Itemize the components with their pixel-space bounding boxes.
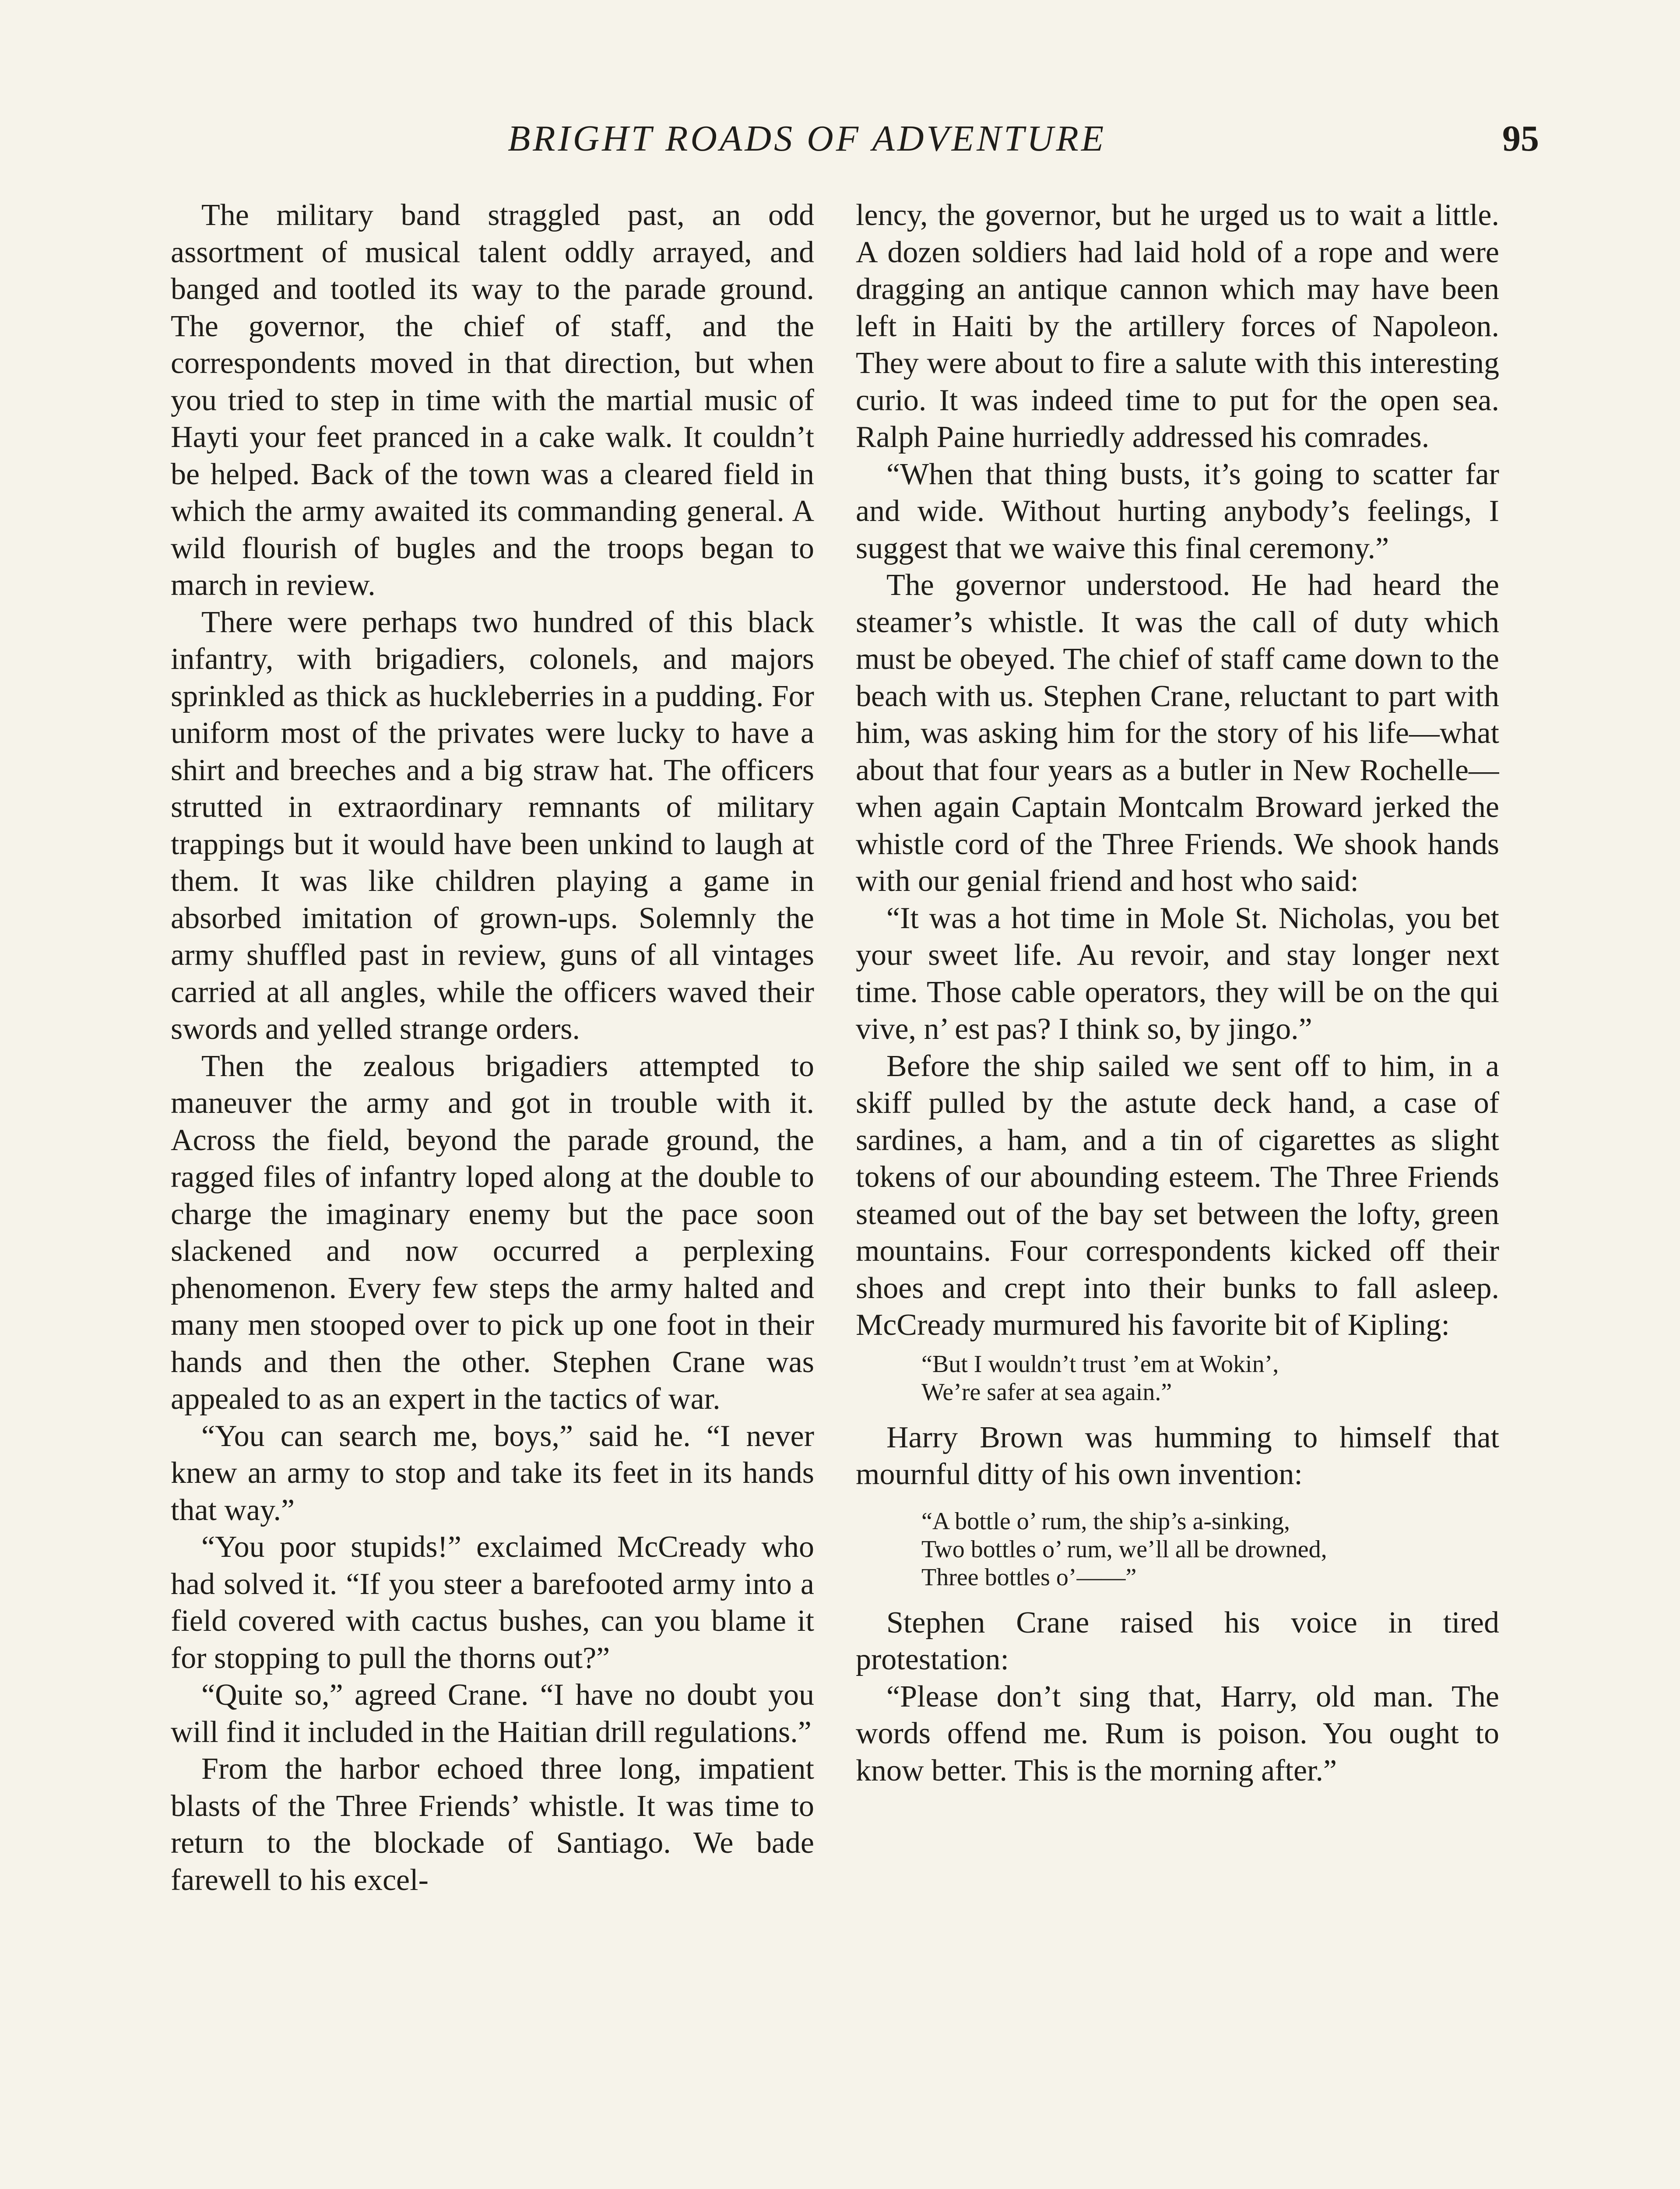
verse-line: “A bottle o’ rum, the ship’s a-sinking, xyxy=(921,1507,1290,1535)
kipling-verse xyxy=(921,1350,1499,1406)
paragraph: Harry Brown was humming to himself that mournful ditty of his own invention: xyxy=(856,1420,1499,1491)
page-number: 95 xyxy=(1502,118,1539,159)
paragraph: “You can search me, boys,” said he. “I never knew an army to stop and take its feet in its hands that way.” xyxy=(171,1419,814,1527)
paragraph: Then the zealous brigadiers attempted to maneuver the army and got in trouble with it. Across the field, beyond the parade ground, the ragged files of infantry loped along at the double to charge the imaginary enemy but the pace soon slackened and now occurred a perplexing phenomenon. Every few steps the army halted and many men stooped over to pick up one foot in their hands and then the other. Stephen Crane was appealed to as an expert in the tactics of war. xyxy=(171,1049,814,1416)
page-header xyxy=(0,115,1680,163)
paragraph: “Please don’t sing that, Harry, old man. The words offend me. Rum is poison. You ought to know better. This is the morning after.” xyxy=(856,1679,1499,1788)
paragraph: “Quite so,” agreed Crane. “I have no doubt you will find it included in the Haitian drill regulations.” xyxy=(171,1678,814,1749)
paragraph: The governor understood. He had heard the steamer’s whistle. It was the call of duty which must be obeyed. The chief of staff came down to the beach with us. Stephen Crane, reluctant to part with him, was asking him for the story of his life—what about that four years as a butler in New Rochelle—when again Captain Montcalm Broward jerked the whistle cord of the Three Friends. We shook hands with our genial friend and host who said: xyxy=(856,568,1499,898)
verse-line: Three bottles o’——” xyxy=(921,1563,1137,1591)
paragraph: “When that thing busts, it’s going to scatter far and wide. Without hurting anybody’s feelings, I suggest that we waive this final ceremony.” xyxy=(856,457,1499,565)
paragraph: Stephen Crane raised his voice in tired protestation: xyxy=(856,1605,1499,1676)
paragraph: “It was a hot time in Mole St. Nicholas, you bet your sweet life. Au revoir, and stay longer next time. Those cable operators, they will be on the qui vive, n’ est pas? I think so, by jingo.” xyxy=(856,901,1499,1046)
paragraph: lency, the governor, but he urged us to wait a little. A dozen soldiers had laid hold of a rope and were dragging an antique cannon which may have been left in Haiti by the artillery forces of Napoleon. They were about to fire a salute with this interesting curio. It was indeed time to put for the open sea. Ralph Paine hurriedly addressed his comrades. xyxy=(856,198,1499,454)
left-column xyxy=(171,197,814,2163)
verse-line: Two bottles o’ rum, we’ll all be drowned, xyxy=(921,1535,1327,1563)
paragraph: Before the ship sailed we sent off to him, in a skiff pulled by the astute deck hand, a case of sardines, a ham, and a tin of cigarettes as slight tokens of our abounding esteem. The Three Friends steamed out of the bay set between the lofty, green mountains. Four correspondents kicked off their shoes and crept into their bunks to fall asleep. McCready murmured his favorite bit of Kipling: xyxy=(856,1049,1499,1342)
verse-line: We’re safer at sea again.” xyxy=(921,1378,1172,1406)
running-head: BRIGHT ROADS OF ADVENTURE xyxy=(508,118,1107,159)
verse-line: “But I wouldn’t trust ’em at Wokin’, xyxy=(921,1350,1279,1378)
paragraph: “You poor stupids!” exclaimed McCready who had solved it. “If you steer a barefooted army into a field covered with cactus bushes, can you blame it for stopping to pull the thorns out?” xyxy=(171,1530,814,1675)
paragraph: There were perhaps two hundred of this black infantry, with brigadiers, colonels, and majors sprinkled as thick as huckleberries in a pudding. For uniform most of the privates were lucky to have a shirt and breeches and a big straw hat. The officers strutted in extraordinary remnants of military trappings but it would have been unkind to laugh at them. It was like children playing a game in absorbed imitation of grown-ups. Solemnly the army shuffled past in review, guns of all vintages carried at all angles, while the officers waved their swords and yelled strange orders. xyxy=(171,605,814,1046)
right-column xyxy=(856,197,1499,2163)
paragraph: From the harbor echoed three long, impatient blasts of the Three Friends’ whistle. It was time to return to the blockade of Santiago. We bade farewell to his excel- xyxy=(171,1752,814,1897)
rum-ditty-verse xyxy=(921,1507,1499,1591)
paragraph: The military band straggled past, an odd assortment of musical talent oddly arrayed, and banged and tootled its way to the parade ground. The governor, the chief of staff, and the correspondents moved in that direction, but when you tried to step in time with the martial music of Hayti your feet pranced in a cake walk. It couldn’t be helped. Back of the town was a cleared field in which the army awaited its commanding general. A wild flourish of bugles and the troops began to march in review. xyxy=(171,198,814,602)
